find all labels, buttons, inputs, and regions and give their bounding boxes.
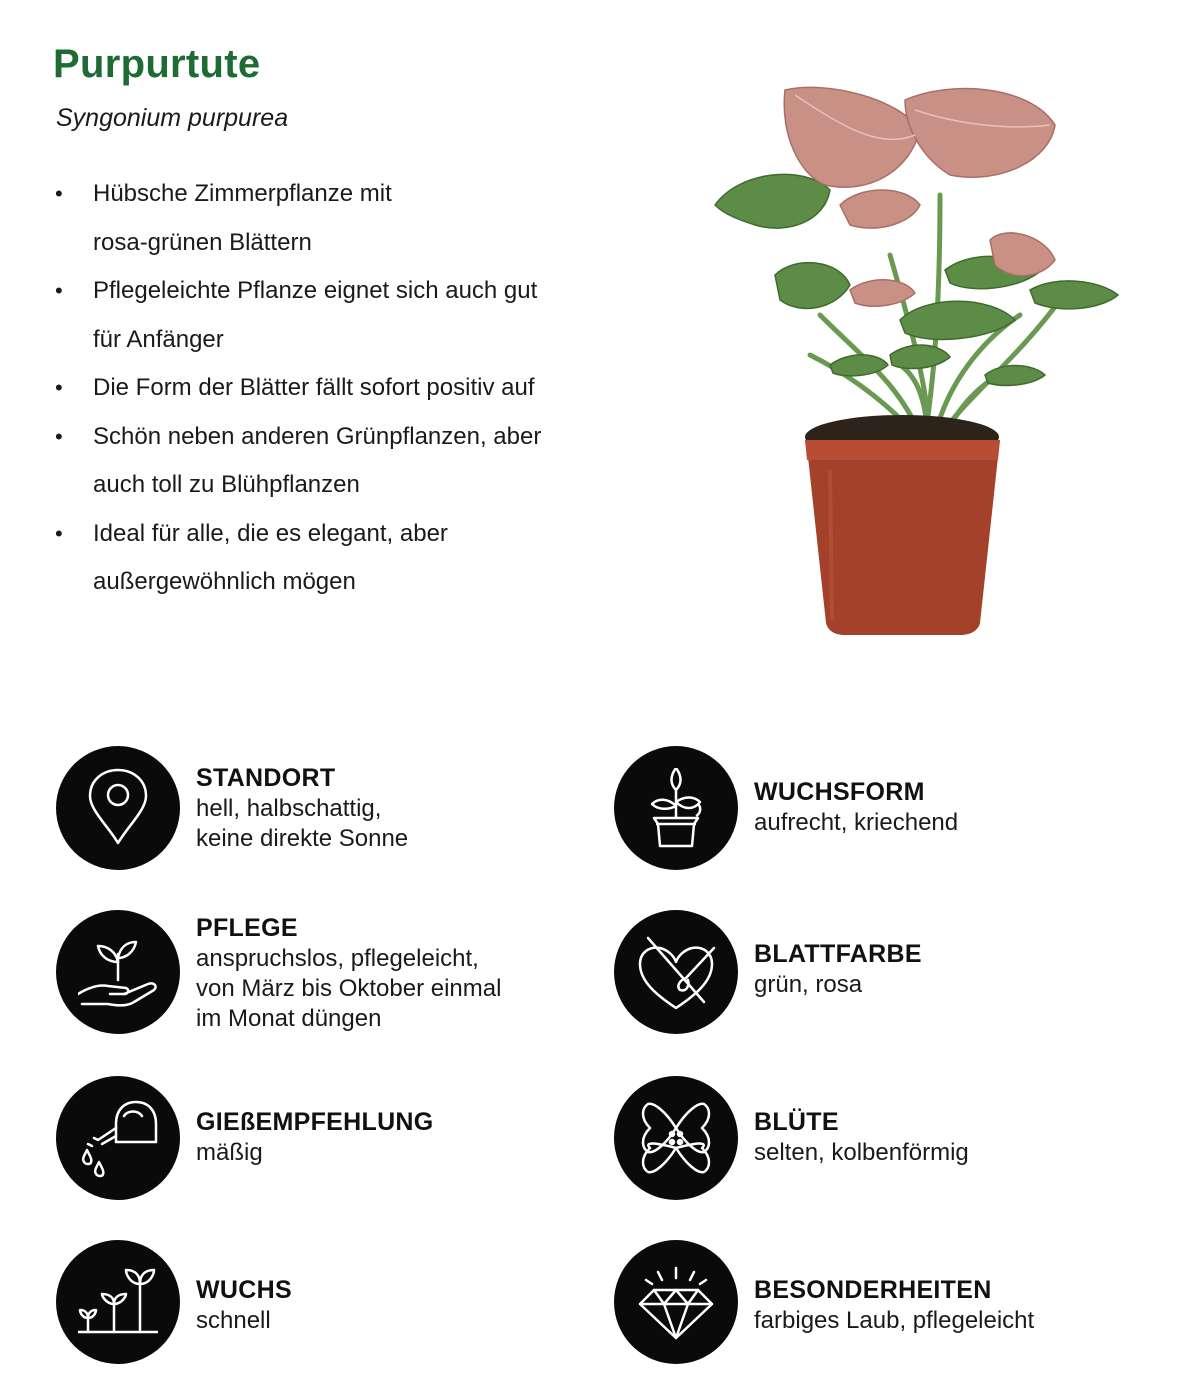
feature-blattfarbe (614, 910, 1134, 1035)
diamond-icon (614, 1240, 738, 1364)
location-pin-icon (56, 746, 180, 870)
feature-label: STANDORT (196, 764, 336, 792)
leaf-brush-icon (614, 910, 738, 1034)
bullet-item (55, 364, 615, 413)
bullet-text-line: Die Form der Blätter fällt sofort positiv auf (93, 374, 535, 401)
latin-name: Syngonium purpurea (56, 104, 289, 132)
feature-value: farbiges Laub, pflegeleicht (754, 1307, 1035, 1334)
bullet-text-line: für Anfänger (93, 325, 224, 353)
bullet-item (55, 170, 615, 267)
feature-label: WUCHSFORM (754, 778, 925, 806)
feature-wuchsform (614, 746, 1134, 871)
feature-value: von März bis Oktober einmal (196, 975, 502, 1002)
bullet-text-line: außergewöhnlich mögen (93, 568, 356, 595)
feature-pflege (56, 910, 576, 1035)
feature-wuchs (56, 1240, 576, 1365)
watering-can-icon (56, 1076, 180, 1200)
bullet-dot: • (55, 520, 63, 546)
bullet-item (55, 413, 615, 510)
feature-value: mäßig (196, 1139, 263, 1166)
feature-label: PFLEGE (196, 914, 298, 942)
bullet-dot: • (55, 375, 63, 400)
feature-bullet-list (55, 170, 615, 607)
bullet-dot: • (55, 423, 63, 449)
feature-value: im Monat düngen (196, 1005, 382, 1032)
feature-value: schnell (196, 1307, 271, 1334)
bullet-text-line: Pflegeleichte Pflanze eignet sich auch gut (93, 277, 538, 304)
feature-label: BESONDERHEITEN (754, 1276, 992, 1304)
feature-bluete (614, 1076, 1134, 1201)
plant-image (700, 75, 1130, 645)
feature-label: GIEßEMPFEHLUNG (196, 1108, 434, 1136)
bullet-item (55, 510, 615, 607)
bullet-text-line: rosa-grünen Blättern (93, 228, 312, 256)
bullet-text-line: Ideal für alle, die es elegant, aber (93, 519, 448, 547)
feature-value: selten, kolbenförmig (754, 1139, 969, 1166)
bullet-text-line: auch toll zu Blühpflanzen (93, 471, 360, 498)
flower-icon (614, 1076, 738, 1200)
bullet-dot: • (55, 181, 63, 206)
feature-value: aufrecht, kriechend (754, 809, 959, 836)
plant-title: Purpurtute (53, 42, 261, 86)
potted-plant-icon (614, 746, 738, 870)
feature-value: grün, rosa (754, 971, 863, 998)
growing-plants-icon (56, 1240, 180, 1364)
bullet-item (55, 267, 615, 364)
feature-label: WUCHS (196, 1276, 292, 1304)
feature-value: keine direkte Sonne (196, 825, 409, 852)
feature-besonderheiten (614, 1240, 1134, 1365)
feature-label: BLATTFARBE (754, 940, 922, 968)
bullet-dot: • (55, 278, 63, 303)
hand-seedling-icon (56, 910, 180, 1034)
feature-value: hell, halbschattig, (196, 795, 382, 822)
feature-label: BLÜTE (754, 1108, 839, 1136)
feature-giessen (56, 1076, 576, 1201)
bullet-text-line: Hübsche Zimmerpflanze mit (93, 180, 392, 207)
bullet-text-line: Schön neben anderen Grünpflanzen, aber (93, 422, 542, 450)
feature-value: anspruchslos, pflegeleicht, (196, 945, 479, 972)
feature-standort (56, 746, 576, 871)
